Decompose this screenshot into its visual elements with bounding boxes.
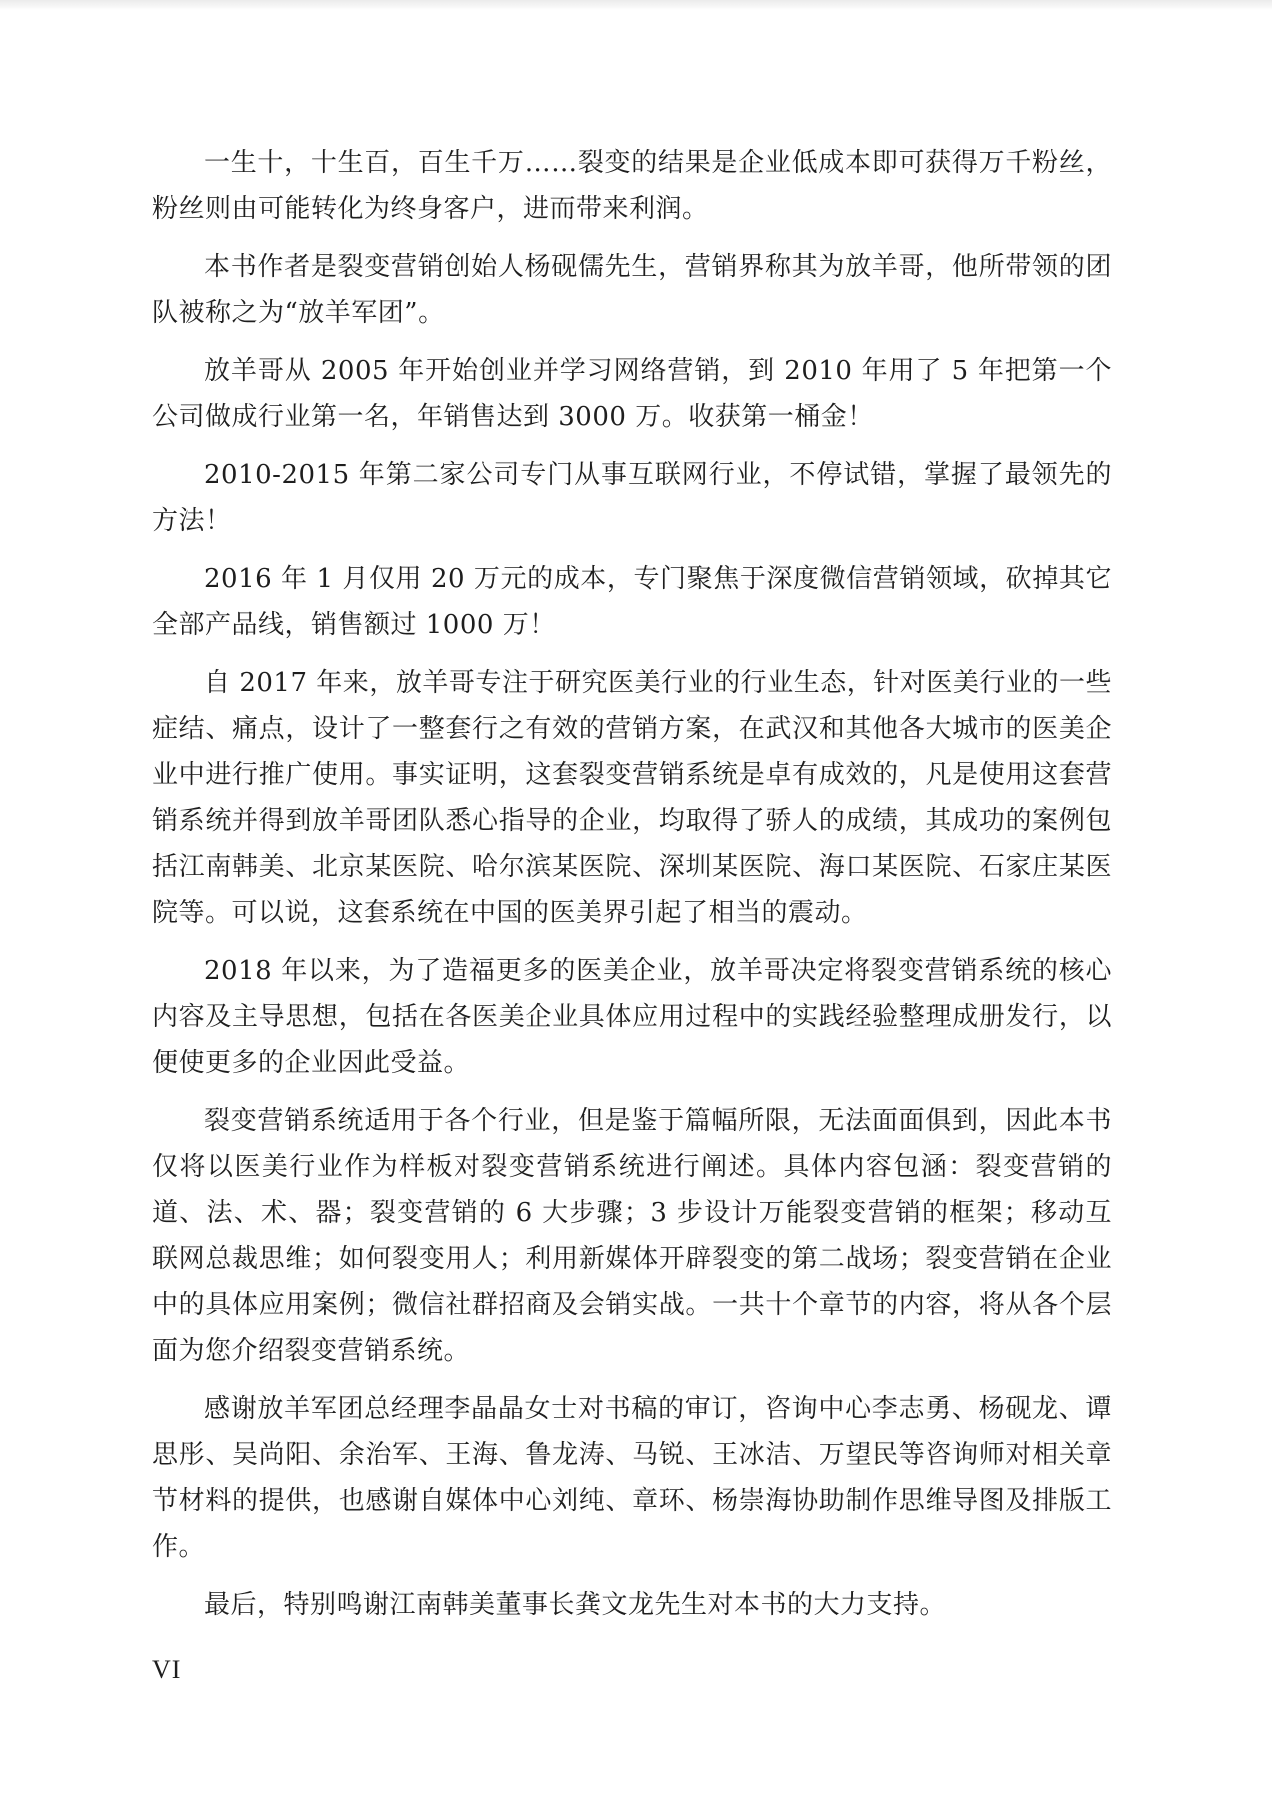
page-number: VI xyxy=(152,1655,182,1684)
scan-edge-strip xyxy=(0,0,1272,10)
paragraph-1: 一生十，十生百，百生千万……裂变的结果是企业低成本即可获得万千粉丝，粉丝则由可能转化为终身客户，进而带来利润。 xyxy=(152,148,1112,224)
paragraph-3: 放羊哥从 2005 年开始创业并学习网络营销，到 2010 年用了 5 年把第一个公司做成行业第一名，年销售达到 3000 万。收获第一桶金！ xyxy=(152,356,1112,432)
paragraph-8: 裂变营销系统适用于各个行业，但是鉴于篇幅所限，无法面面俱到，因此本书仅将以医美行业作为样板对裂变营销系统进行阐述。具体内容包涵：裂变营销的道、法、术、器；裂变营销的 6 大步骤；3 步设计万能裂变营销的框架；移动互联网总裁思维；如何裂变用人；利用新媒体开辟裂变的第二战场；裂变营销在企业中的具体应用案例；微信社群招商及会销实战。一共十个章节的内容，将从各个层面为您介绍裂变营销系统。 xyxy=(152,1106,1112,1366)
paragraph-7: 2018 年以来，为了造福更多的医美企业，放羊哥决定将裂变营销系统的核心内容及主导思想，包括在各医美企业具体应用过程中的实践经验整理成册发行，以便使更多的企业因此受益。 xyxy=(152,956,1112,1078)
paragraph-9: 感谢放羊军团总经理李晶晶女士对书稿的审订，咨询中心李志勇、杨砚龙、谭思彤、吴尚阳、余治军、王海、鲁龙涛、马锐、王冰洁、万望民等咨询师对相关章节材料的提供，也感谢自媒体中心刘纯、章环、杨崇海协助制作思维导图及排版工作。 xyxy=(152,1394,1112,1562)
paragraph-10: 最后，特别鸣谢江南韩美董事长龚文龙先生对本书的大力支持。 xyxy=(204,1590,947,1620)
preface-body xyxy=(152,140,1112,1640)
paragraph-2: 本书作者是裂变营销创始人杨砚儒先生，营销界称其为放羊哥，他所带领的团队被称之为“放羊军团”。 xyxy=(152,252,1112,328)
paragraph-5: 2016 年 1 月仅用 20 万元的成本，专门聚焦于深度微信营销领域，砍掉其它全部产品线，销售额过 1000 万！ xyxy=(152,564,1112,640)
paragraph-4: 2010-2015 年第二家公司专门从事互联网行业，不停试错，掌握了最领先的方法！ xyxy=(152,460,1112,536)
paragraph-6: 自 2017 年来，放羊哥专注于研究医美行业的行业生态，针对医美行业的一些症结、痛点，设计了一整套行之有效的营销方案，在武汉和其他各大城市的医美企业中进行推广使用。事实证明，这套裂变营销系统是卓有成效的，凡是使用这套营销系统并得到放羊哥团队悉心指导的企业，均取得了骄人的成绩，其成功的案例包括江南韩美、北京某医院、哈尔滨某医院、深圳某医院、海口某医院、石家庄某医院等。可以说，这套系统在中国的医美界引起了相当的震动。 xyxy=(152,668,1112,928)
